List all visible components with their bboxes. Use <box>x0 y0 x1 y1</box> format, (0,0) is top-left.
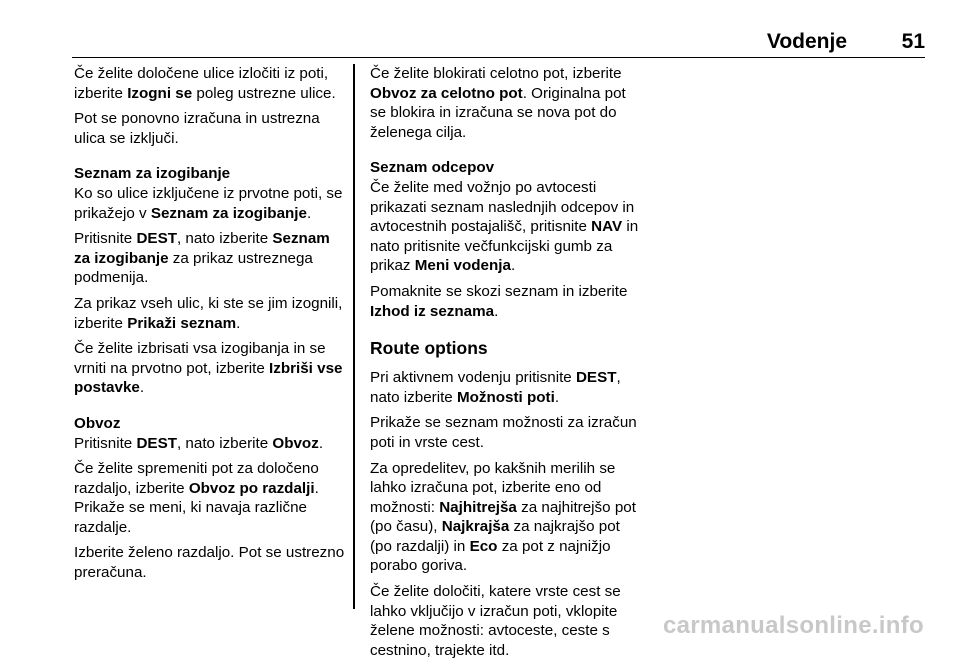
paragraph: Če želite spremeniti pot za določeno razdaljo, izberite Obvoz po razdalji. Prikaže se meni, ki navaja različne razdalje. <box>74 460 319 536</box>
paragraph: Obvoz Pritisnite DEST, nato izberite Obvoz. <box>74 414 346 453</box>
paragraph: Pomaknite se skozi seznam in izberite Izhod iz seznama. <box>370 282 628 320</box>
page-number: 51 <box>901 30 925 53</box>
paragraph: Če želite izbrisati vsa izogibanja in se vrniti na prvotno pot, izberite Izbriši vse postavke. <box>74 340 343 397</box>
right-column <box>370 64 642 666</box>
paragraph: Če želite določene ulice izločiti iz poti, izberite Izogni se poleg ustrezne ulice. <box>74 65 336 102</box>
subheading-detour: Obvoz <box>74 414 121 432</box>
paragraph: Za prikaz vseh ulic, ki ste se jim izognili, izberite Prikaži seznam. <box>74 294 343 332</box>
paragraph: Pri aktivnem vodenju pritisnite DEST, nato izberite Možnosti poti. <box>370 369 621 406</box>
paragraph: Prikaže se seznam možnosti za izračun poti in vrste cest. <box>370 414 637 451</box>
paragraph: Za opredelitev, po kakšnih merilih se lahko izračuna pot, izberite eno od možnosti: Najhitrejša za najhitrejšo pot (po času), Najkrajša za najkrajšo pot (po razdalji) in Eco za pot z najnižjo porabo goriva. <box>370 459 636 575</box>
paragraph: Pritisnite DEST, nato izberite Seznam za izogibanje za prikaz ustreznega podmenija. <box>74 230 330 287</box>
paragraph: Seznam za izogibanje Ko so ulice izključene iz prvotne poti, se prikažejo v Seznam za izogibanje. <box>74 164 346 223</box>
header-rule <box>72 57 925 59</box>
left-column <box>74 64 346 589</box>
page-header <box>72 26 925 56</box>
subheading-avoid-list: Seznam za izogibanje <box>74 165 231 183</box>
paragraph: Izberite želeno razdaljo. Pot se ustrezno preračuna. <box>74 544 345 582</box>
paragraph: Če želite določiti, katere vrste cest se lahko vključijo v izračun poti, vklopite želene možnosti: avtoceste, ceste s cestnino, trajekte itd. <box>370 583 621 659</box>
section-title-route-options: Route options <box>370 338 488 359</box>
chapter-title: Vodenje <box>766 30 847 53</box>
watermark: carmanualsonline.info <box>662 612 924 639</box>
paragraph: Pot se ponovno izračuna in ustrezna ulica se izključi. <box>74 110 320 147</box>
paragraph: Seznam odcepov Če želite med vožnjo po avtocesti prikazati seznam naslednjih odcepov in avtocestnih postajališč, pritisnite NAV in nato pritisnite večfunkcijski gumb za prikaz Meni vodenja. <box>370 158 642 276</box>
subheading-exit-list: Seznam odcepov <box>370 159 495 177</box>
paragraph: Če želite blokirati celotno pot, izberite Obvoz za celotno pot. Originalna pot se blokira in izračuna se nova pot do želenega cilja. <box>370 65 626 141</box>
column-divider <box>353 64 355 609</box>
